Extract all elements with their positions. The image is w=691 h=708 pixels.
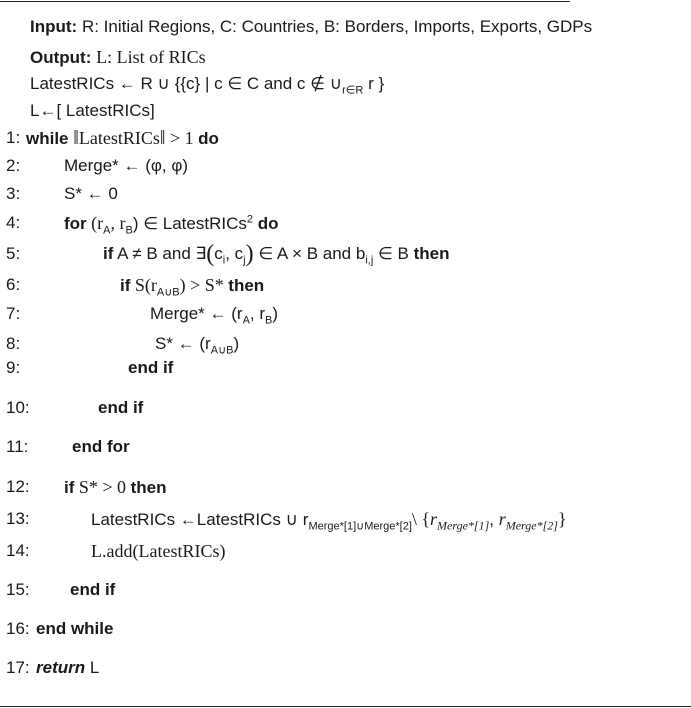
return-line [36, 658, 99, 678]
merge-assign-ra: A [242, 314, 250, 327]
init-latest-line [30, 74, 385, 97]
update-sub: Merge*[1]∪Merge*[2] [308, 520, 412, 533]
update-setminus: \ { [411, 509, 431, 529]
line-number: 10: [6, 398, 30, 417]
update-comma: , [489, 510, 499, 529]
score-cmp: ) > S* [179, 275, 229, 295]
end-for: end for [72, 437, 130, 456]
line-number: 13: [6, 509, 30, 528]
merge-assign-b: , r [249, 304, 266, 323]
then-keyword: then [130, 478, 167, 497]
then-keyword: then [413, 244, 450, 263]
end-if-outer: end if [98, 398, 144, 417]
merge-assign-a: Merge* ← (r [150, 304, 243, 323]
init-list-text: L←[ LatestRICs] [30, 101, 155, 120]
line-number: 14: [6, 541, 30, 560]
top-rule [0, 1, 570, 2]
s-init-line [64, 184, 118, 204]
while-keyword: while [26, 129, 69, 148]
end-if-final: end if [70, 580, 116, 599]
if-sub-ij: i,j [365, 254, 374, 267]
for-sub-b: B [125, 224, 133, 237]
line-number: 4: [6, 213, 21, 232]
if-positive-line [64, 477, 166, 498]
init-list-line [30, 101, 155, 121]
init-latest-end: r } [363, 74, 385, 93]
s-assign-sub: A∪B [210, 344, 234, 357]
while-compare: > 1 [165, 128, 199, 148]
if-sub-i: i [222, 254, 226, 267]
input-line [30, 17, 592, 37]
update-r2-sub: Merge*[2] [505, 518, 558, 533]
if-cond-inb: ∈ B [373, 244, 414, 263]
line-number: 15: [6, 580, 30, 599]
if-keyword: if [103, 244, 114, 263]
line-number: 2: [6, 156, 21, 175]
line-number: 5: [6, 244, 21, 263]
line-number: 8: [6, 334, 21, 353]
merge-init-line [64, 156, 188, 176]
for-comma: , r [110, 213, 126, 233]
update-a: LatestRICs ←LatestRICs ∪ r [91, 510, 309, 529]
if-cond-rest: ∈ A × B and b [253, 244, 366, 263]
positive-cond: S* > 0 [74, 477, 131, 497]
line-number: 1: [6, 128, 21, 147]
if-border-line: if A ≠ B and $\exists(c_i$, $c_j$) ∈ A × B and $b_{i,j}$ ∈ B then [103, 241, 450, 267]
while-line: while ‖LatestRICs‖ > 1 do [26, 127, 219, 149]
do-keyword: do [198, 129, 219, 148]
if-cond-cj: , c [225, 244, 244, 263]
s-init-text: S* ← 0 [64, 184, 118, 203]
update-line [91, 509, 567, 533]
if-cond-c: c [214, 244, 223, 263]
bottom-rule [0, 706, 691, 707]
line-number: 12: [6, 477, 30, 496]
score-s: S(r [130, 275, 157, 295]
merge-assign-c: ) [272, 304, 279, 323]
init-latest-text: LatestRICs ← R ∪ {{c} | c ∈ C and c ∉ ∪ [30, 74, 343, 93]
merge-init-text: Merge* ← (φ, φ) [64, 156, 189, 175]
init-latest-sub: r∈R [342, 84, 364, 97]
update-r2: r [498, 509, 506, 529]
if-keyword: if [120, 276, 131, 295]
if-cond-a: A ≠ B and ∃ [113, 244, 207, 263]
return-keyword: return [36, 658, 86, 677]
line-number: 6: [6, 275, 21, 294]
input-label: Input: [30, 17, 78, 36]
line-number: 11: [6, 437, 29, 456]
then-keyword: then [228, 276, 265, 295]
for-tuple: (r [86, 213, 104, 233]
update-r1-sub: Merge*[1] [437, 518, 490, 533]
end-while: end while [36, 619, 114, 638]
line-number: 9: [6, 358, 21, 377]
merge-assign-rb: B [265, 314, 273, 327]
if-score-line [120, 275, 265, 299]
for-sub-a: A [103, 224, 111, 237]
line-number: 7: [6, 304, 21, 323]
do-keyword: do [257, 214, 279, 233]
output-label: Output: [30, 48, 92, 67]
merge-assign-line [150, 304, 279, 327]
if-sub-j: j [243, 254, 246, 267]
update-close: } [557, 509, 567, 529]
line-number: 3: [6, 184, 21, 203]
for-in: ) ∈ LatestRICs [132, 214, 247, 233]
input-text: R: Initial Regions, C: Countries, B: Borders, Imports, Exports, GDPs [81, 17, 593, 36]
s-assign-a: S* ← (r [155, 334, 211, 353]
output-line [30, 47, 206, 68]
s-assign-c: ) [233, 334, 240, 353]
s-assign-line [155, 334, 240, 357]
end-if-inner: end if [128, 358, 174, 377]
output-text: L: List of RICs [96, 47, 206, 67]
if-keyword: if [64, 478, 75, 497]
add-line: L.add(LatestRICs) [91, 541, 226, 561]
for-line [64, 213, 279, 237]
update-r1: r [430, 509, 438, 529]
line-number: 16: [6, 619, 30, 638]
for-square: 2 [246, 213, 253, 226]
return-value: L [85, 658, 100, 677]
score-sub: A∪B [156, 286, 180, 299]
for-keyword: for [64, 214, 87, 233]
line-number: 17: [6, 658, 30, 677]
while-condition: LatestRICs [78, 128, 160, 148]
